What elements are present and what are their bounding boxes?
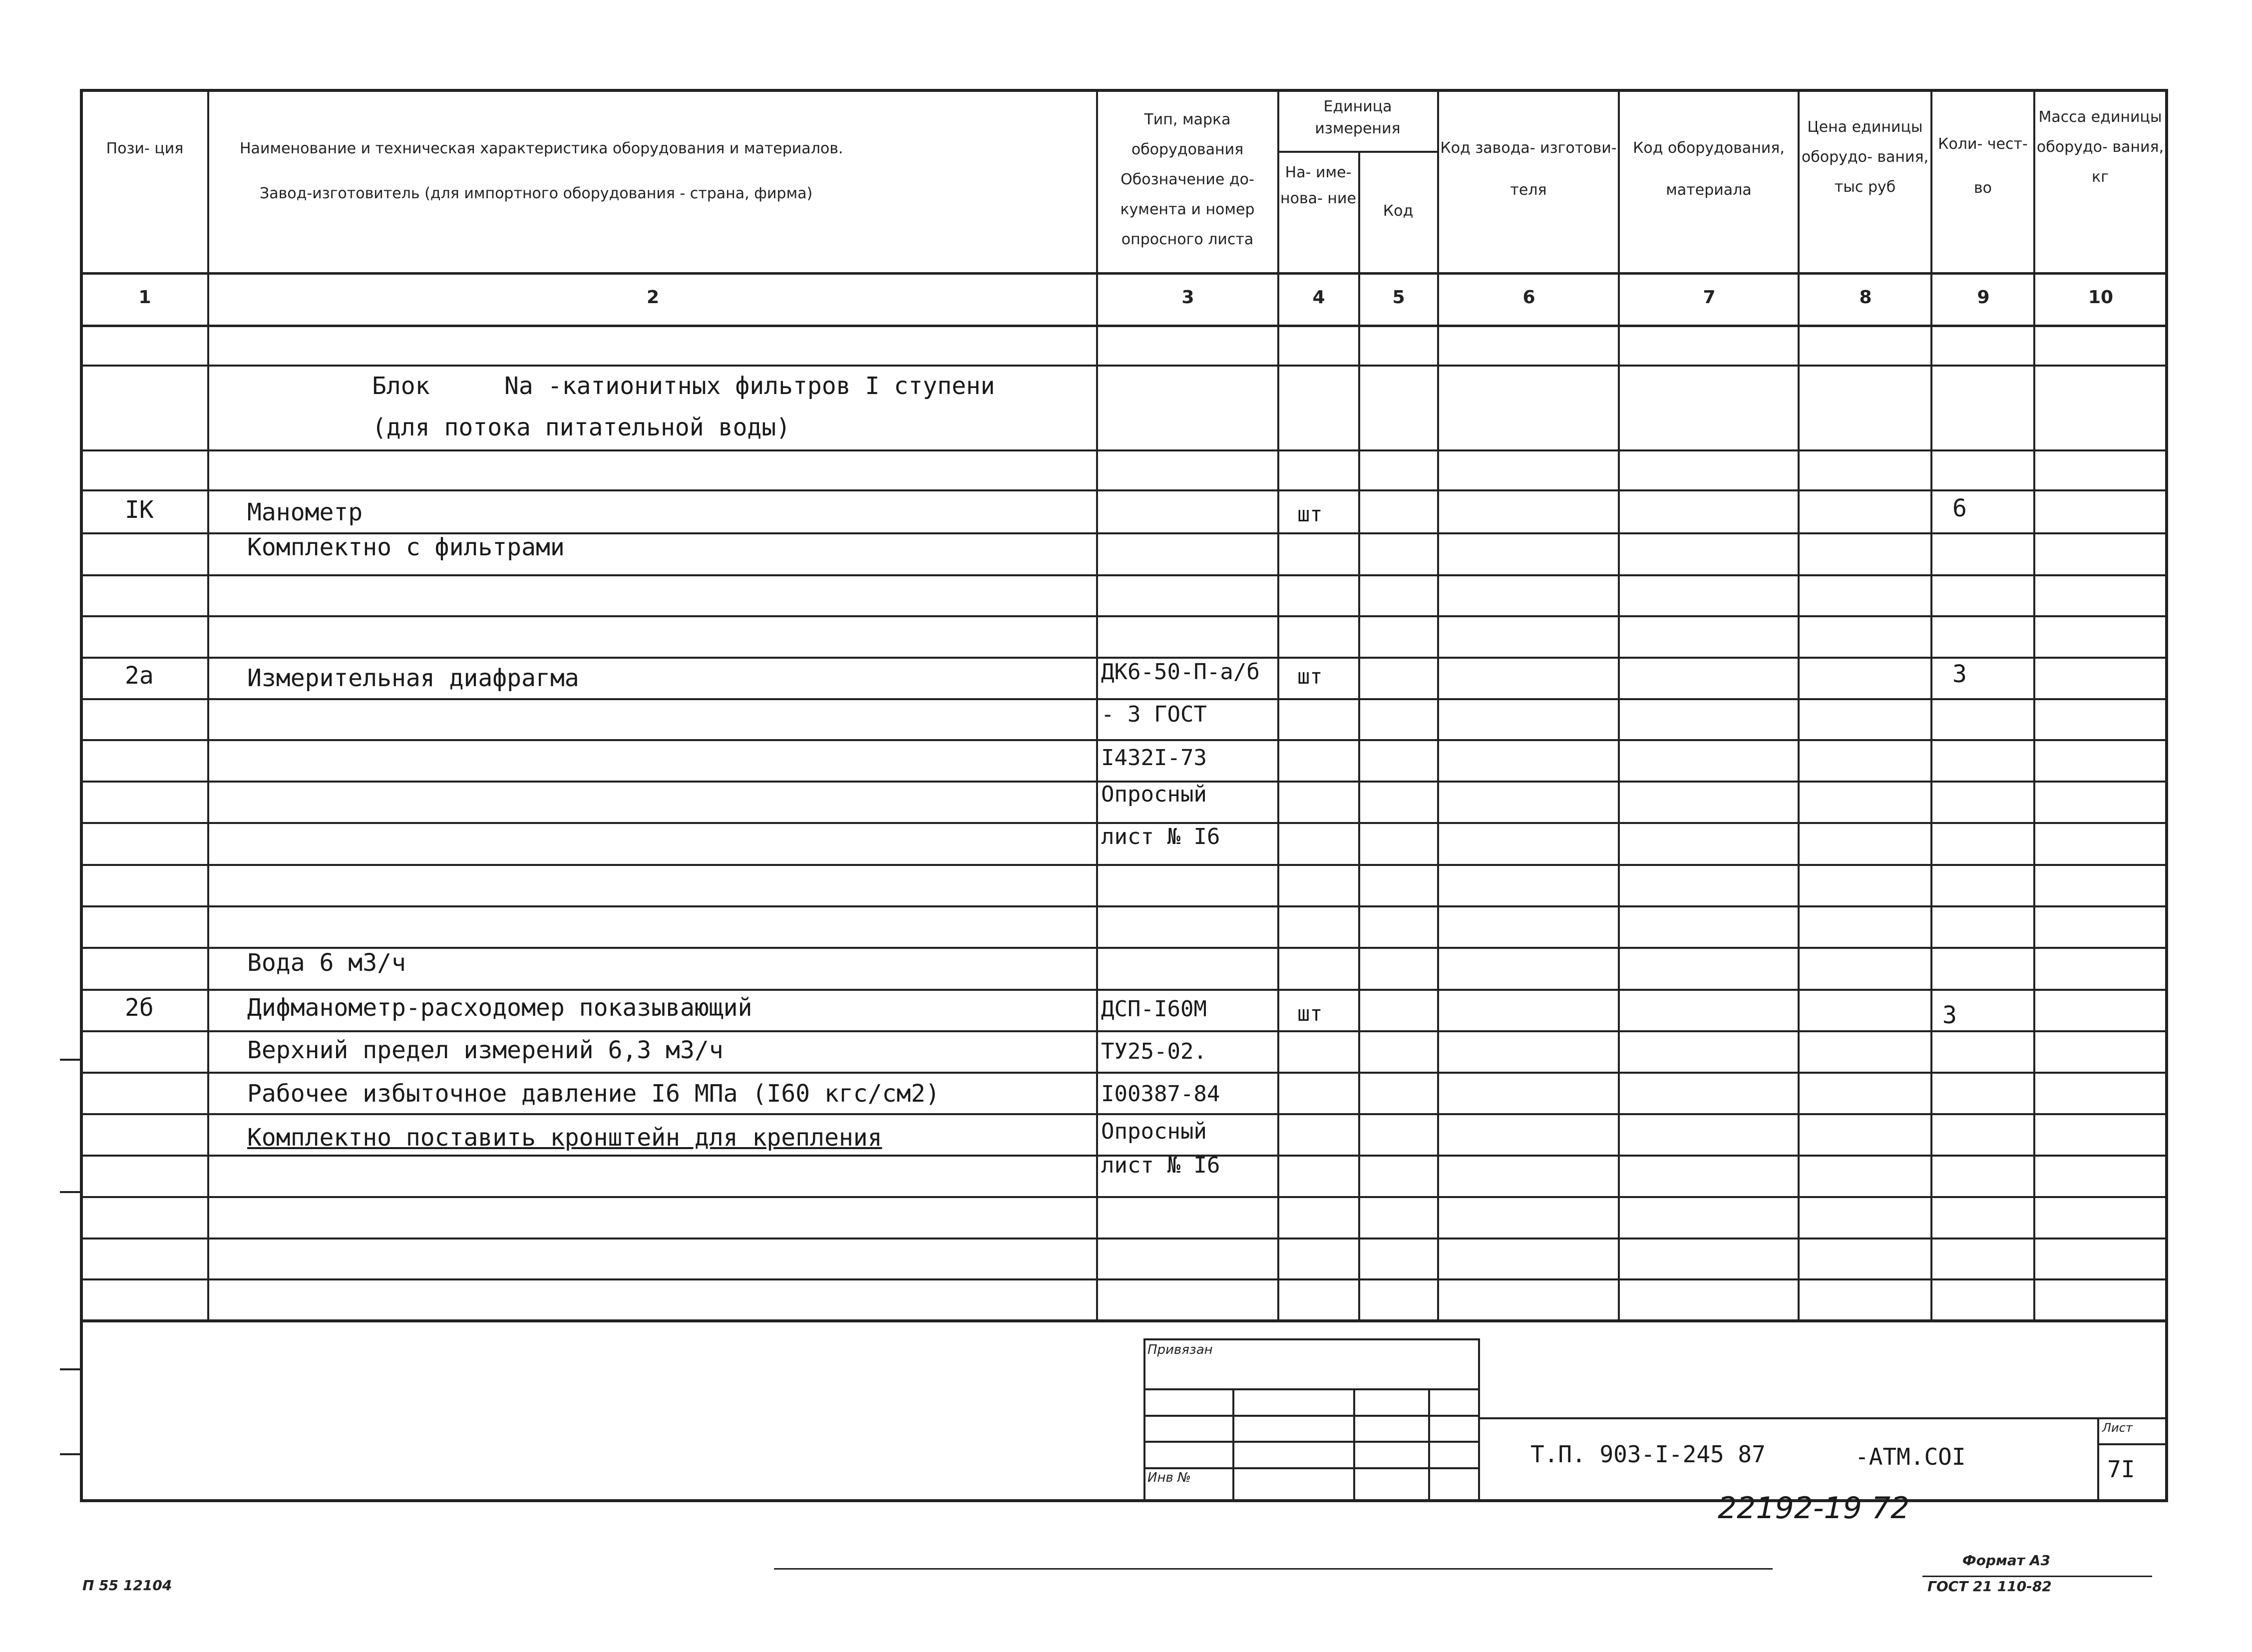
- row-type: лист № I6: [1101, 1153, 1220, 1178]
- header-type: Тип, марка оборудования Обозначение до- кумента и номер опросного листа: [1120, 111, 1255, 248]
- row-type: - 3 ГОСТ: [1101, 702, 1207, 727]
- column-number: 10: [2088, 287, 2114, 308]
- row-type: ТУ25-02.: [1101, 1039, 1207, 1064]
- row-type: Опросный: [1101, 1119, 1207, 1144]
- column-number: 6: [1522, 287, 1535, 308]
- row-name: Комплектно поставить кронштейн для крепления: [247, 1124, 882, 1152]
- row-name: Блок: [372, 372, 430, 400]
- footer-format: Формат А3: [1962, 1552, 2050, 1569]
- row-type: лист № I6: [1101, 824, 1220, 849]
- row-type: ДСП-I60М: [1101, 996, 1207, 1022]
- column-number: 7: [1703, 287, 1716, 308]
- stamp-designation-suffix: -АТМ.СОI: [1855, 1443, 1966, 1470]
- row-position: 2б: [125, 994, 154, 1022]
- row-unit: шт: [1297, 502, 1323, 526]
- row-unit: шт: [1297, 1001, 1323, 1026]
- header-price: Цена единицы оборудо- вания, тыс руб: [1801, 118, 1929, 196]
- row-name-extra: Na -катионитных фильтров I ступени: [504, 372, 995, 400]
- stamp-designation: Т.П. 903-I-245 87: [1530, 1441, 1766, 1468]
- header-plant-code: Код завода- изготови- теля: [1440, 139, 1617, 199]
- header-equipment-code: Код оборудования, материала: [1633, 139, 1785, 199]
- header-unit-name: На- име- нова- ние: [1280, 164, 1356, 207]
- row-position: 2а: [125, 662, 154, 690]
- row-quantity: 3: [1952, 660, 1967, 688]
- column-number: 4: [1312, 287, 1325, 308]
- header-mass: Масса единицы оборудо- вания, кг: [2036, 108, 2164, 186]
- column-number: 3: [1181, 287, 1194, 308]
- stamp-privyazan: Привязан: [1147, 1342, 1213, 1357]
- row-quantity: 3: [1942, 1001, 1957, 1029]
- header-name-line2: Завод-изготовитель (для импортного оборудования - страна, фирма): [260, 185, 813, 202]
- footer-left-code: П 55 12104: [82, 1577, 172, 1594]
- stamp-inv: Инв №: [1147, 1470, 1191, 1485]
- row-name: Рабочее избыточное давление I6 МПа (I60 кгс/см2): [247, 1080, 940, 1108]
- row-type: ДК6-50-П-а/б: [1101, 659, 1260, 685]
- header-unit-group: Единица измерения: [1315, 98, 1401, 137]
- row-name: Дифманометр-расходомер показывающий: [247, 994, 752, 1022]
- stamp-sheet-number: 7I: [2107, 1456, 2135, 1483]
- column-number: 8: [1859, 287, 1872, 308]
- row-name: Вода 6 м3/ч: [247, 949, 406, 977]
- column-number: 1: [138, 287, 151, 308]
- column-number: 9: [1977, 287, 1990, 308]
- row-quantity: 6: [1952, 494, 1967, 522]
- row-type: I00387-84: [1101, 1081, 1220, 1107]
- row-position: IК: [125, 496, 154, 524]
- row-unit: шт: [1297, 664, 1323, 689]
- row-type: I432I-73: [1101, 745, 1207, 771]
- row-name: (для потока питательной воды): [372, 413, 791, 441]
- header-unit-code: Код: [1383, 202, 1414, 220]
- header-position: Пози- ция: [106, 140, 184, 157]
- column-number: 2: [646, 287, 660, 308]
- stamp-sheet-label: Лист: [2102, 1421, 2133, 1435]
- header-quantity: Коли- чест- во: [1938, 135, 2028, 197]
- row-name: Комплектно с фильтрами: [247, 533, 565, 561]
- row-name: Измерительная диафрагма: [247, 664, 579, 692]
- column-number: 5: [1392, 287, 1405, 308]
- row-type: Опросный: [1101, 782, 1207, 807]
- header-name-line1: Наименование и техническая характеристика оборудования и материалов.: [240, 140, 843, 157]
- row-name: Манометр: [247, 498, 363, 526]
- row-name: Верхний предел измерений 6,3 м3/ч: [247, 1036, 724, 1064]
- stamp-archive-number: 22192-19 72: [1718, 1491, 1910, 1526]
- footer-gost: ГОСТ 21 110-82: [1927, 1578, 2052, 1595]
